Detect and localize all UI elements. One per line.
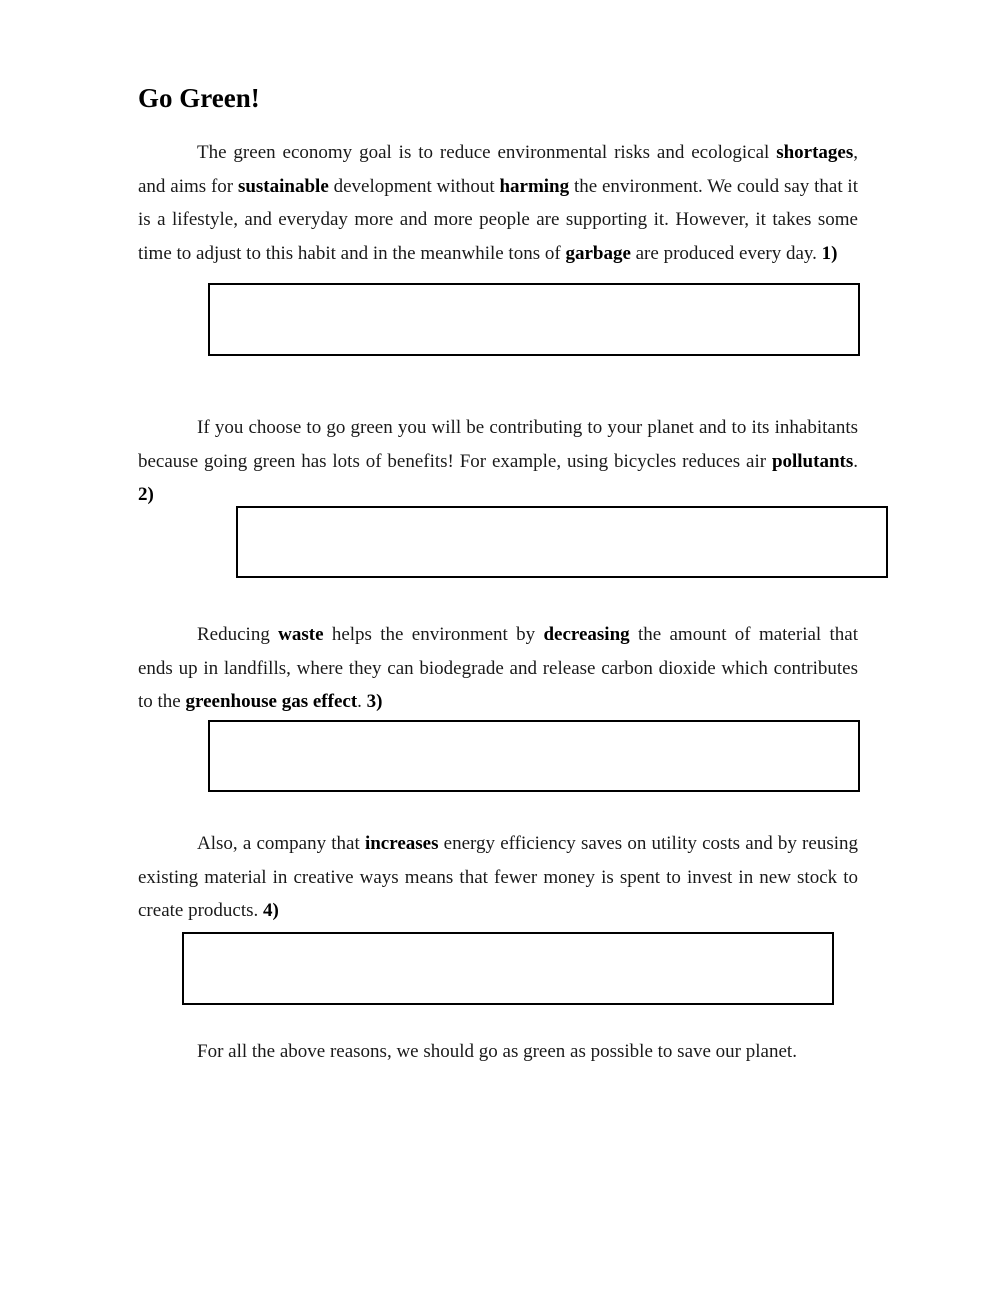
answer-box-3[interactable] <box>208 720 860 792</box>
paragraph-text: helps the environment by <box>323 624 544 645</box>
keyword-greenhouse-gas-effect: greenhouse gas effect <box>185 691 358 712</box>
question-number-4: 4) <box>263 900 279 921</box>
paragraph-text: the amount of material that ends up in landfills, where they can biodegrade and release carbon dioxide which contributes to the <box>138 624 858 712</box>
question-number-3: 3) <box>366 691 383 712</box>
page-title: Go Green! <box>138 83 260 113</box>
paragraph-4 <box>138 827 858 928</box>
keyword-harming: harming <box>499 175 570 197</box>
keyword-sustainable: sustainable <box>237 175 329 197</box>
keyword-pollutants: pollutants <box>771 450 854 472</box>
keyword-decreasing: decreasing <box>543 624 630 645</box>
paragraph-3 <box>138 618 858 719</box>
paragraph-text: are produced every day. <box>630 242 822 264</box>
paragraph-text: , and aims for <box>138 142 858 197</box>
answer-box-1[interactable] <box>208 283 860 356</box>
answer-box-4[interactable] <box>182 932 834 1005</box>
keyword-garbage: garbage <box>565 242 631 264</box>
paragraph-text: development without <box>328 175 500 197</box>
paragraph-text: Also, a company that <box>197 833 365 854</box>
paragraph-2 <box>138 411 858 512</box>
paragraph-text: energy efficiency saves on utility costs and by reusing existing material in creative ways means that fewer money is spent to invest in new stock to create products. <box>138 833 858 921</box>
conclusion: For all the above reasons, we should go as green as possible to save our planet. <box>197 1041 797 1062</box>
answer-box-2[interactable] <box>236 506 888 578</box>
paragraph-text: Reducing <box>197 624 279 645</box>
paragraph-text: If you choose to go green you will be contributing to your planet and to its inhabitants because going green has lots of benefits! For example, using bicycles reduces air <box>138 417 858 472</box>
paragraph-text: the environment. We could say that it is a lifestyle, and everyday more and more people are supporting it. However, it takes some time to adjust to this habit and in the meanwhile tons of <box>138 175 858 264</box>
keyword-increases: increases <box>364 833 439 854</box>
paragraph-text: The green economy goal is to reduce environmental risks and ecological <box>197 142 777 163</box>
paragraph-text: . <box>853 450 858 472</box>
paragraph-1 <box>138 136 858 270</box>
question-number-1: 1) <box>821 242 838 264</box>
keyword-waste: waste <box>278 624 324 645</box>
paragraph-text: . <box>357 691 367 712</box>
question-number-2: 2) <box>138 484 154 505</box>
keyword-shortages: shortages <box>776 142 854 163</box>
